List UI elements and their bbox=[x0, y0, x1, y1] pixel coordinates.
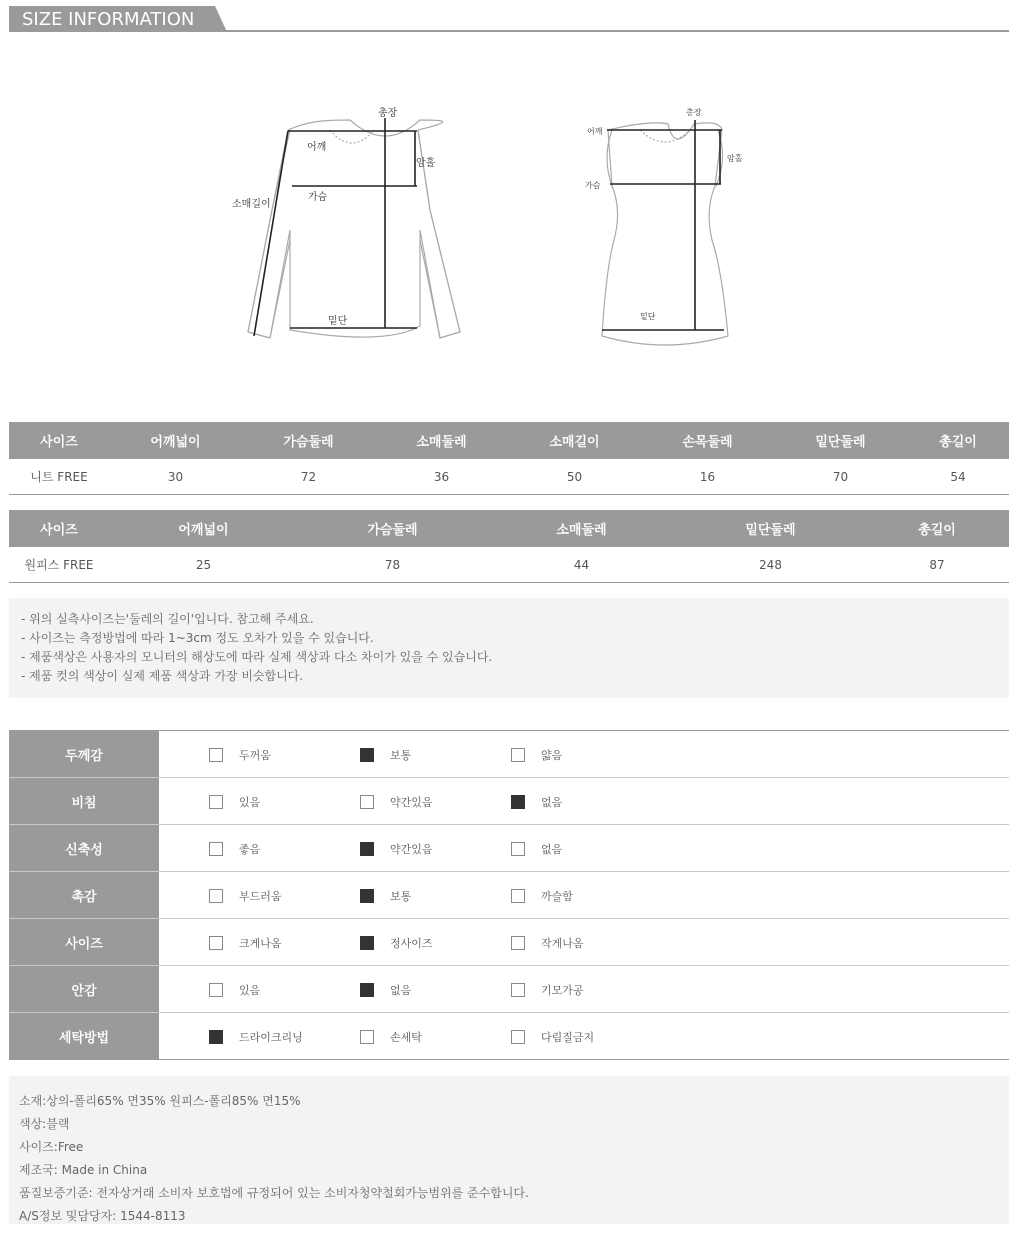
checked-checkbox[interactable] bbox=[360, 889, 374, 903]
option-label: 크게나옴 bbox=[239, 937, 282, 950]
table-header bbox=[9, 510, 1009, 547]
unchecked-checkbox[interactable] bbox=[511, 889, 525, 903]
option-label: 드라이크리닝 bbox=[239, 1031, 303, 1044]
attribute-label: 두께감 bbox=[9, 731, 159, 777]
label-top-length: 총장 bbox=[378, 108, 398, 119]
label-dress-chest: 가슴 bbox=[585, 181, 601, 190]
unchecked-checkbox[interactable] bbox=[209, 889, 223, 903]
option-label: 기모가공 bbox=[541, 984, 584, 997]
label-dress-length: 총장 bbox=[686, 108, 702, 117]
table-cell: 16 bbox=[699, 469, 716, 484]
label-top-sleeve: 소매길이 bbox=[232, 199, 271, 210]
info-as: A/S정보 및담당자: 1544-8113 bbox=[19, 1209, 186, 1223]
attribute-row bbox=[9, 825, 1009, 872]
option-label: 부드러움 bbox=[239, 890, 282, 903]
table-cell: 36 bbox=[433, 469, 450, 484]
info-origin: 제조국: Made in China bbox=[19, 1163, 148, 1177]
note-line: - 제품색상은 사용자의 모니터의 해상도에 따라 실제 색상과 다소 차이가 있을 수 있습니다. bbox=[21, 650, 493, 664]
checked-checkbox[interactable] bbox=[511, 795, 525, 809]
option-label: 얇음 bbox=[541, 749, 563, 762]
table-cell: 44 bbox=[573, 557, 590, 572]
note-line: - 위의 실측사이즈는'둘레의 길이'입니다. 참고해 주세요. bbox=[21, 612, 314, 626]
attribute-row bbox=[9, 1013, 1009, 1060]
unchecked-checkbox[interactable] bbox=[511, 936, 525, 950]
checked-checkbox[interactable] bbox=[360, 748, 374, 762]
label-dress-armhole: 암홀 bbox=[727, 154, 743, 163]
attribute-option[interactable] bbox=[360, 841, 433, 857]
header-cell: 소매둘레 bbox=[416, 435, 467, 450]
unchecked-checkbox[interactable] bbox=[360, 1030, 374, 1044]
option-label: 까슬함 bbox=[541, 890, 573, 903]
attribute-option[interactable] bbox=[209, 888, 282, 904]
option-label: 보통 bbox=[390, 749, 412, 762]
unchecked-checkbox[interactable] bbox=[360, 795, 374, 809]
unchecked-checkbox[interactable] bbox=[209, 748, 223, 762]
attribute-option[interactable] bbox=[360, 982, 411, 998]
attribute-option[interactable] bbox=[511, 794, 562, 810]
unchecked-checkbox[interactable] bbox=[511, 748, 525, 762]
header-cell: 소매둘레 bbox=[556, 523, 607, 538]
attribute-row bbox=[9, 872, 1009, 919]
option-label: 약간있음 bbox=[390, 843, 433, 856]
attribute-label: 세탁방법 bbox=[9, 1013, 159, 1059]
header-cell: 손목둘레 bbox=[682, 435, 733, 450]
size-notes bbox=[9, 598, 1009, 698]
header-cell: 사이즈 bbox=[40, 435, 78, 450]
attribute-label: 안감 bbox=[9, 966, 159, 1012]
option-label: 약간있음 bbox=[390, 796, 433, 809]
table-cell: 87 bbox=[929, 557, 945, 572]
header-cell: 밑단둘레 bbox=[815, 435, 866, 450]
attribute-option[interactable] bbox=[511, 982, 584, 998]
option-label: 없음 bbox=[390, 984, 412, 997]
option-label: 작게나옴 bbox=[541, 937, 584, 950]
info-size: 사이즈:Free bbox=[19, 1140, 84, 1154]
header-cell: 사이즈 bbox=[40, 523, 78, 538]
unchecked-checkbox[interactable] bbox=[209, 795, 223, 809]
header-cell: 어깨넓이 bbox=[150, 435, 201, 450]
option-label: 손세탁 bbox=[390, 1031, 422, 1044]
garment-illustrations bbox=[0, 90, 1025, 370]
attribute-option[interactable] bbox=[209, 747, 271, 763]
note-line: - 사이즈는 측정방법에 따라 1~3cm 정도 오차가 있을 수 있습니다. bbox=[21, 631, 374, 645]
option-label: 좋음 bbox=[239, 843, 261, 856]
table-cell: 78 bbox=[384, 557, 401, 572]
unchecked-checkbox[interactable] bbox=[209, 983, 223, 997]
attribute-option[interactable] bbox=[360, 935, 433, 951]
attribute-label: 촉감 bbox=[9, 872, 159, 918]
attribute-row bbox=[9, 966, 1009, 1013]
attribute-option[interactable] bbox=[209, 935, 282, 951]
attribute-option[interactable] bbox=[360, 888, 411, 904]
checked-checkbox[interactable] bbox=[360, 842, 374, 856]
attribute-option[interactable] bbox=[511, 1029, 594, 1045]
info-quality: 품질보증기준: 전자상거래 소비자 보호법에 규정되어 있는 소비자청약철회가능범위를 준수합니다. bbox=[19, 1186, 529, 1200]
section-header bbox=[9, 6, 1009, 32]
knit-size-table bbox=[9, 422, 1009, 495]
unchecked-checkbox[interactable] bbox=[511, 842, 525, 856]
option-label: 없음 bbox=[541, 796, 563, 809]
attribute-option[interactable] bbox=[511, 841, 562, 857]
attribute-label: 사이즈 bbox=[9, 919, 159, 965]
table-cell: 30 bbox=[167, 469, 184, 484]
label-dress-hem: 밑단 bbox=[640, 312, 656, 321]
label-dress-shoulder: 어깨 bbox=[587, 127, 603, 136]
header-cell: 어깨넓이 bbox=[178, 523, 229, 538]
section-title: SIZE INFORMATION bbox=[22, 9, 195, 30]
attribute-option[interactable] bbox=[511, 888, 573, 904]
attribute-option[interactable] bbox=[360, 1029, 422, 1045]
fabric-attribute-table bbox=[9, 730, 1009, 1060]
option-label: 다림질금지 bbox=[541, 1031, 595, 1044]
option-label: 있음 bbox=[239, 984, 261, 997]
header-cell: 가슴둘레 bbox=[283, 435, 334, 450]
header-cell: 밑단둘레 bbox=[745, 523, 796, 538]
info-material: 소재:상의-폴리65% 면35% 원피스-폴리85% 면15% bbox=[19, 1094, 301, 1108]
attribute-row bbox=[9, 778, 1009, 825]
dress-measure-lines bbox=[602, 120, 724, 330]
unchecked-checkbox[interactable] bbox=[511, 983, 525, 997]
header-cell: 총길이 bbox=[939, 435, 977, 450]
unchecked-checkbox[interactable] bbox=[209, 842, 223, 856]
note-line: - 제품 컷의 색상이 실제 제품 색상과 가장 비슷합니다. bbox=[21, 669, 304, 683]
option-label: 보통 bbox=[390, 890, 412, 903]
dress-size-table bbox=[9, 510, 1009, 583]
unchecked-checkbox[interactable] bbox=[511, 1030, 525, 1044]
option-label: 있음 bbox=[239, 796, 261, 809]
attribute-option[interactable] bbox=[511, 747, 562, 763]
info-color: 색상:블랙 bbox=[19, 1117, 70, 1131]
label-top-shoulder: 어깨 bbox=[307, 142, 327, 153]
attribute-label: 신축성 bbox=[9, 825, 159, 871]
label-top-hem: 밑단 bbox=[328, 316, 348, 327]
table-row bbox=[9, 459, 1009, 495]
checked-checkbox[interactable] bbox=[209, 1030, 223, 1044]
checked-checkbox[interactable] bbox=[360, 936, 374, 950]
table-cell: 원피스 FREE bbox=[24, 558, 94, 572]
table-cell: 70 bbox=[832, 469, 849, 484]
size-diagram bbox=[0, 90, 1025, 370]
table-cell: 72 bbox=[300, 469, 317, 484]
option-label: 없음 bbox=[541, 843, 563, 856]
table-cell: 248 bbox=[759, 557, 782, 572]
option-label: 두꺼움 bbox=[239, 749, 271, 762]
attribute-option[interactable] bbox=[360, 747, 411, 763]
unchecked-checkbox[interactable] bbox=[209, 936, 223, 950]
top-measure-lines bbox=[254, 118, 417, 336]
table-cell: 54 bbox=[950, 469, 966, 484]
attribute-row bbox=[9, 919, 1009, 966]
header-cell: 총길이 bbox=[918, 523, 956, 538]
attribute-option[interactable] bbox=[209, 841, 260, 857]
header-cell: 소매길이 bbox=[549, 435, 600, 450]
header-cell: 가슴둘레 bbox=[367, 523, 418, 538]
attribute-option[interactable] bbox=[511, 935, 584, 951]
table-cell: 50 bbox=[566, 469, 583, 484]
attribute-option[interactable] bbox=[360, 794, 433, 810]
table-cell: 니트 FREE bbox=[30, 470, 88, 484]
table-header bbox=[9, 422, 1009, 459]
checked-checkbox[interactable] bbox=[360, 983, 374, 997]
table-cell: 25 bbox=[195, 557, 212, 572]
label-top-chest: 가슴 bbox=[308, 192, 328, 203]
option-label: 정사이즈 bbox=[390, 937, 433, 950]
attribute-label: 비침 bbox=[9, 778, 159, 824]
table-row bbox=[9, 547, 1009, 583]
attribute-option[interactable] bbox=[209, 1029, 303, 1045]
attribute-row bbox=[9, 731, 1009, 778]
attribute-option[interactable] bbox=[209, 794, 260, 810]
label-top-armhole: 암홀 bbox=[416, 158, 436, 169]
attribute-option[interactable] bbox=[209, 982, 260, 998]
product-info bbox=[9, 1076, 1009, 1224]
top-illustration bbox=[248, 120, 460, 338]
dress-illustration bbox=[602, 123, 728, 345]
